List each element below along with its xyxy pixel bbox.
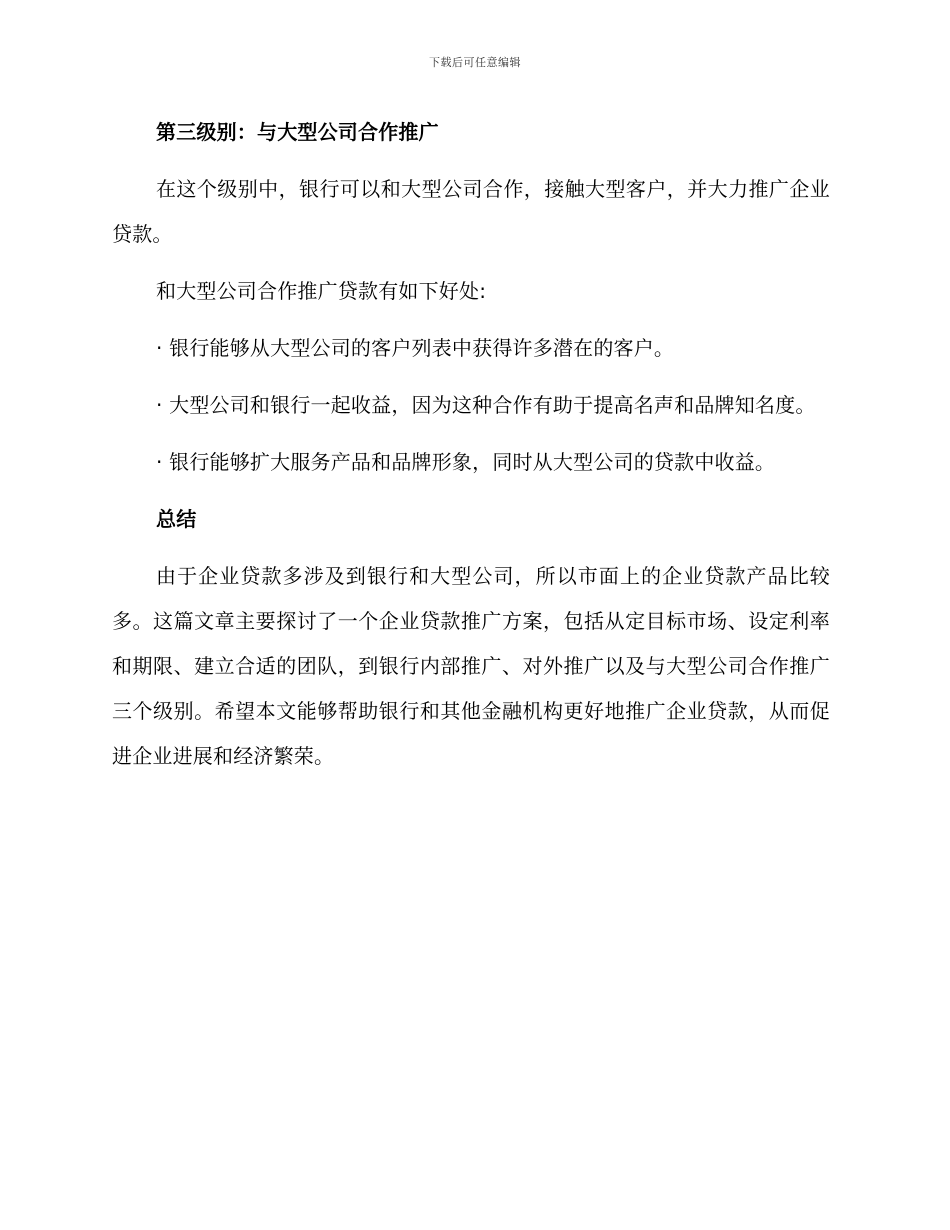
benefits-lead-paragraph: 和大型公司合作推广贷款有如下好处: <box>156 279 487 303</box>
document-body <box>112 110 830 791</box>
section-heading: 第三级别：与大型公司合作推广 <box>156 120 439 144</box>
header-note: 下载后可任意编辑 <box>429 56 521 69</box>
bullet-item: · 银行能够从大型公司的客户列表中获得许多潜在的客户。 <box>156 336 675 360</box>
bullet-item: · 银行能够扩大服务产品和品牌形象，同时从大型公司的贷款中收益。 <box>156 450 776 474</box>
intro-paragraph: 在这个级别中，银行可以和大型公司合作，接触大型客户，并大力推广企业贷款。 <box>112 177 830 246</box>
summary-paragraph: 由于企业贷款多涉及到银行和大型公司，所以市面上的企业贷款产品比较多。这篇文章主要探讨了一个企业贷款推广方案，包括从定目标市场、设定利率和期限、建立合适的团队，到银行内部推广、对外推广以及与大型公司合作推广三个级别。希望本文能够帮助银行和其他金融机构更好地推广企业贷款，从而促进企业进展和经济繁荣。 <box>112 564 830 768</box>
bullet-item: · 大型公司和银行一起收益，因为这种合作有助于提高名声和品牌知名度。 <box>156 393 816 417</box>
summary-heading: 总结 <box>156 507 197 531</box>
